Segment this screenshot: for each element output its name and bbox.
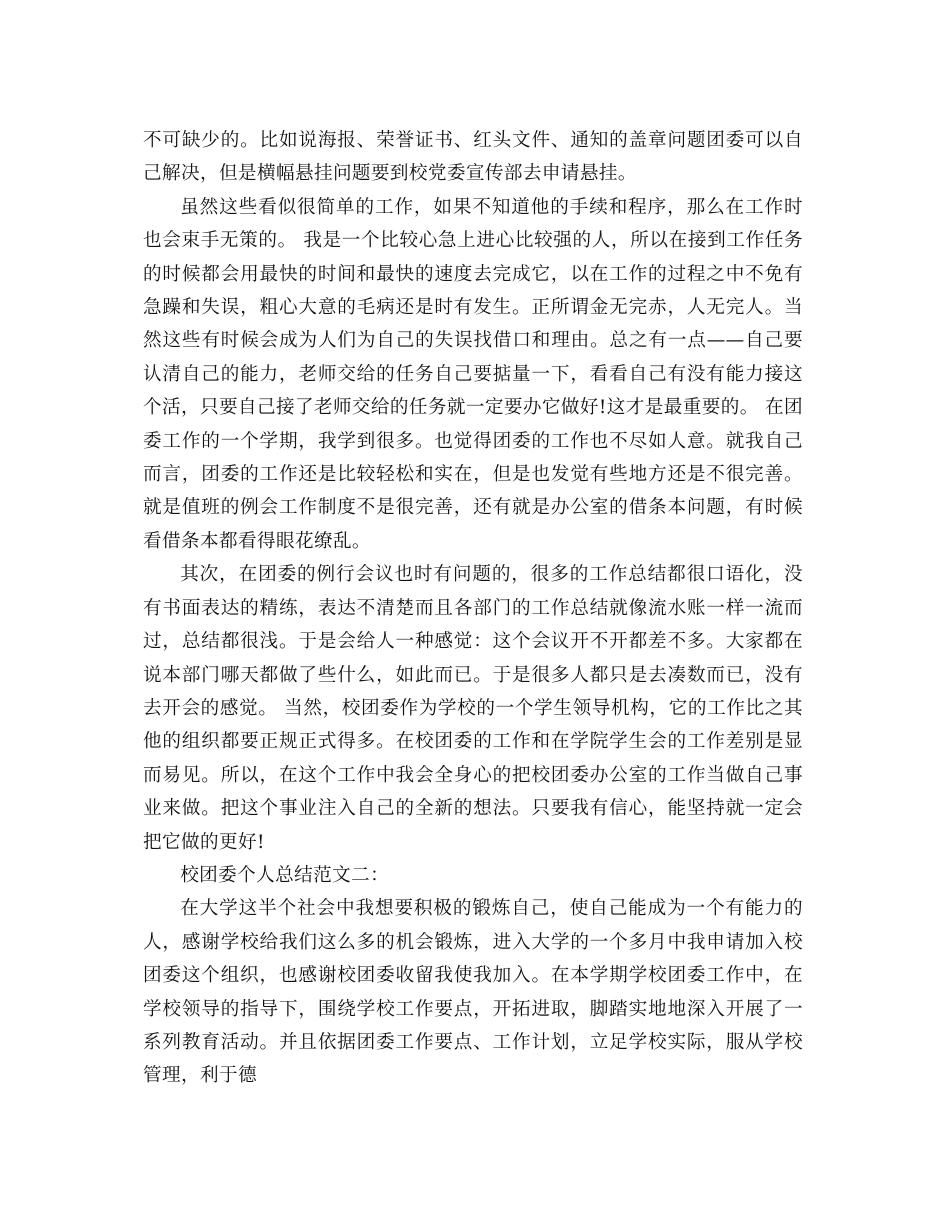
paragraph-3: 其次，在团委的例行会议也时有问题的，很多的工作总结都很口语化，没有书面表达的精练，表达不清楚而且各部门的工作总结就像流水账一样一流而过，总结都很浅。于是会给人一种感觉：这个会议开不开都差不多。大家都在说本部门哪天都做了些什么，如此而已。于是很多人都只是去凑数而已，没有去开会的感觉。 当然，校团委作为学校的一个学生领导机构，它的工作比之其他的组织都要正规正式得多。在校团委的工作和在学院学生会的工作差别是显而易见。所以，在这个工作中我会全身心的把校团委办公室的工作当做自己事业来做。把这个事业注入自己的全新的想法。只要我有信心，能坚持就一定会把它做的更好! (143, 564, 803, 853)
section-heading-sample-two: 校团委个人总结范文二： (180, 864, 390, 886)
paragraph-5: 在大学这半个社会中我想要积极的锻炼自己，使自己能成为一个有能力的人，感谢学校给我们这么多的机会锻炼，进入大学的一个多月中我申请加入校团委这个组织，也感谢校团委收留我使我加入。在本学期学校团委工作中，在学校领导的指导下，围绕学校工作要点，开拓进取，脚踏实地地深入开展了一系列教育活动。并且依据团委工作要点、工作计划，立足学校实际，服从学校管理，利于德 (143, 898, 803, 1087)
paragraph-1: 不可缺少的。比如说海报、荣誉证书、红头文件、通知的盖章问题团委可以自己解决，但是横幅悬挂问题要到校党委宣传部去申请悬挂。 (143, 130, 803, 185)
paragraph-2: 虽然这些看似很简单的工作，如果不知道他的手续和程序，那么在工作时也会束手无策的。 我是一个比较心急上进心比较强的人，所以在接到工作任务的时候都会用最快的时间和最快的速度去完成它，以在工作的过程之中不免有急躁和失误，粗心大意的毛病还是时有发生。正所谓金无完赤，人无完人。当然这些有时候会成为人们为自己的失误找借口和理由。总之有一点——自己要认清自己的能力，老师交给的任务自己要掂量一下，看看自己有没有能力接这个活，只要自己接了老师交给的任务就一定要办它做好!这才是最重要的。 在团委工作的一个学期，我学到很多。也觉得团委的工作也不尽如人意。就我自己而言，团委的工作还是比较轻松和实在，但是也发觉有些地方还是不很完善。 就是值班的例会工作制度不是很完善，还有就是办公室的借条本问题，有时候看借条本都看得眼花缭乱。 (143, 196, 803, 552)
document-page (143, 124, 803, 1093)
